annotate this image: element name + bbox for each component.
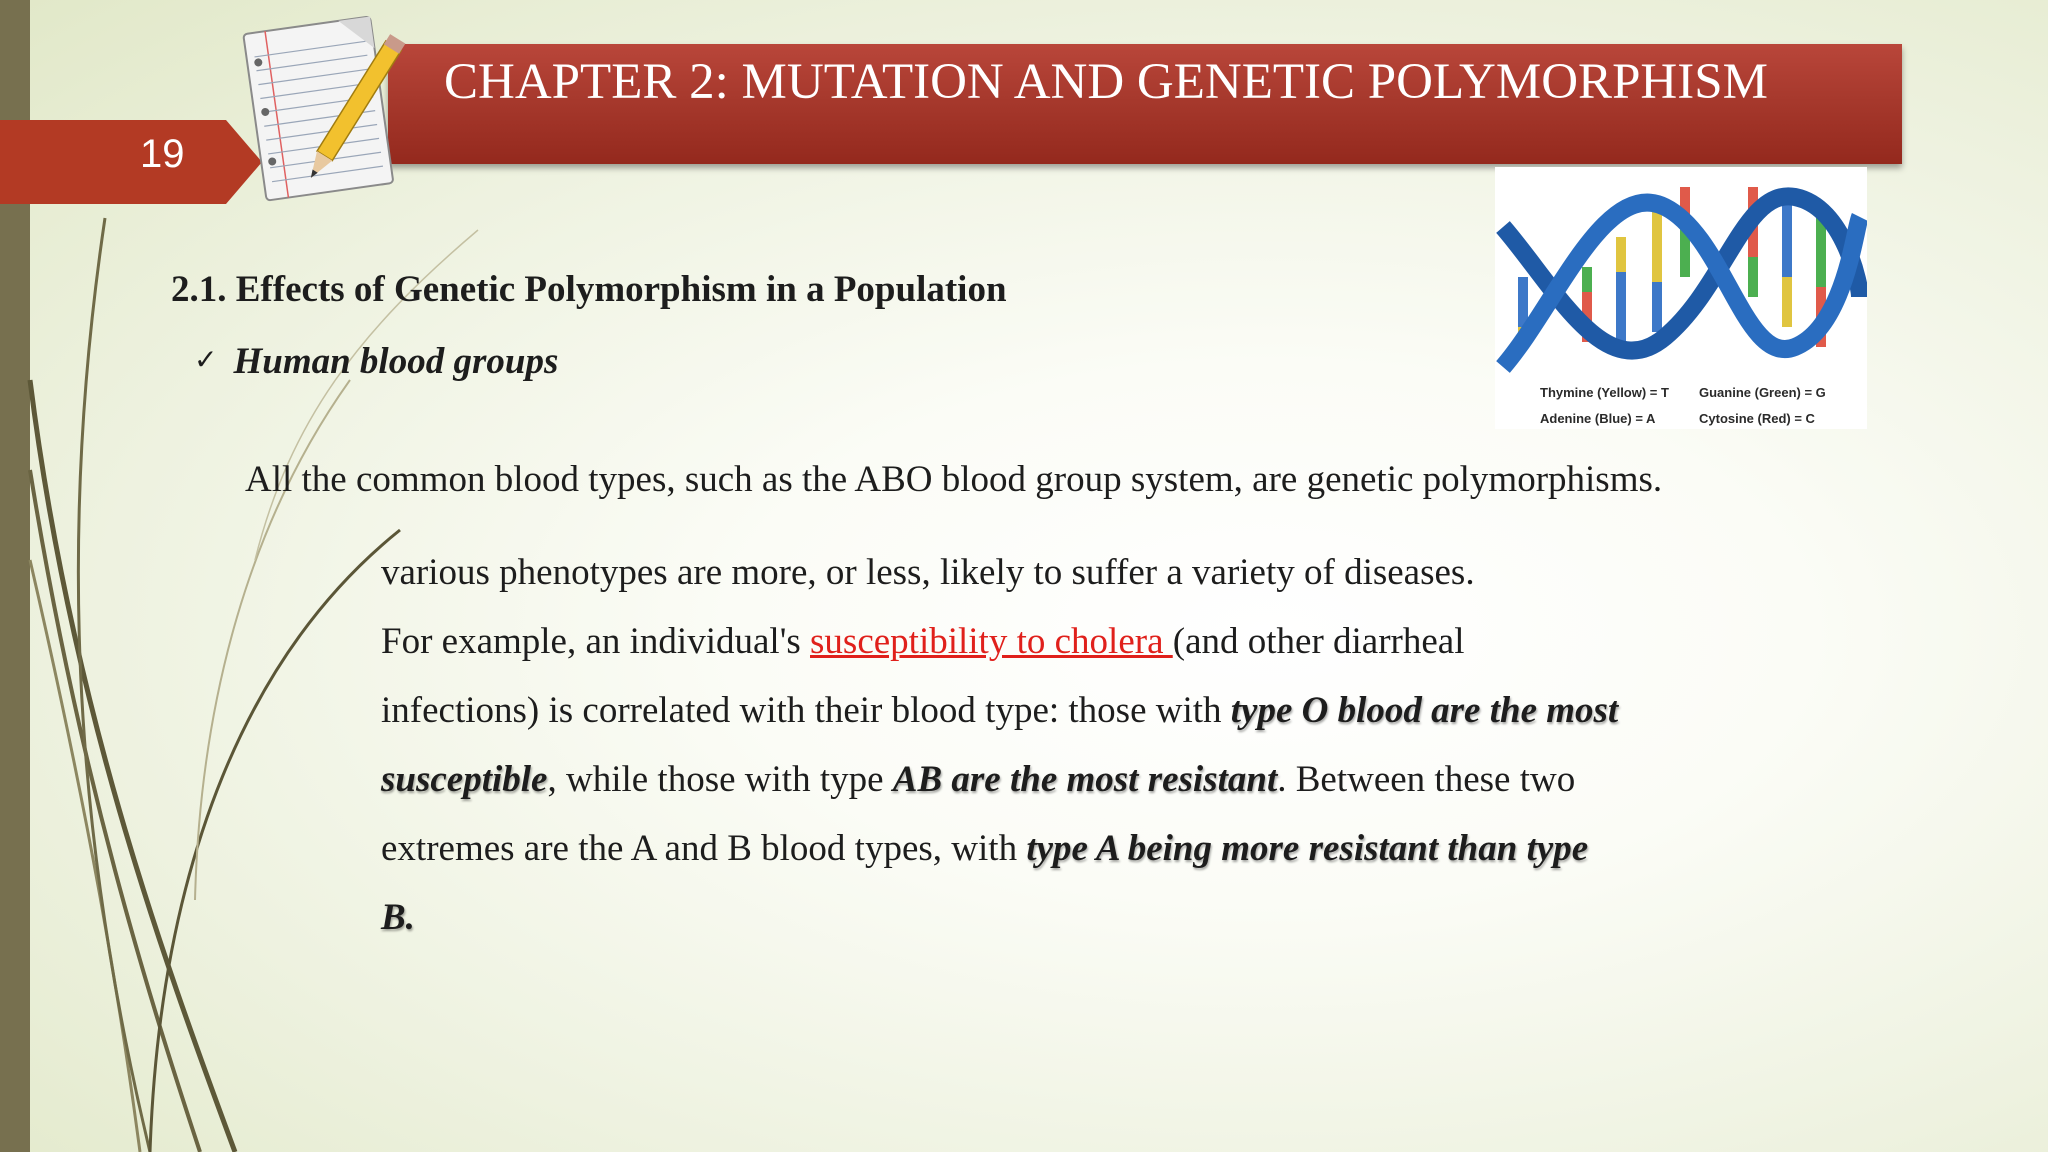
slide-title: CHAPTER 2: MUTATION AND GENETIC POLYMORPHISM — [444, 54, 1768, 110]
paragraph-line — [381, 680, 1701, 749]
slide-number: 19 — [140, 132, 185, 176]
bullet-label: Human blood groups — [233, 341, 559, 382]
emphasis-text: susceptible — [381, 759, 548, 800]
emphasis-text: AB are the most resistant — [892, 759, 1278, 800]
notepad-pencil-icon — [232, 4, 412, 208]
legend-thymine: Thymine (Yellow) = T — [1540, 385, 1669, 400]
checkmark-icon: ✓ — [194, 343, 218, 376]
legend-cytosine: Cytosine (Red) = C — [1699, 411, 1815, 426]
legend-guanine: Guanine (Green) = G — [1699, 385, 1826, 400]
legend-adenine: Adenine (Blue) = A — [1540, 411, 1656, 426]
dna-figure — [1495, 167, 1867, 429]
title-bar — [388, 44, 1902, 164]
text-run: , while those with type — [547, 759, 893, 800]
paragraph-line — [381, 749, 1701, 818]
text-run: (and other diarrheal — [1172, 621, 1465, 662]
text-run: infections) is correlated with their blood type: those with — [381, 690, 1231, 731]
text-run: extremes are the A and B blood types, with — [381, 828, 1027, 869]
text-run: For example, an individual's — [381, 621, 811, 662]
text-run: . Between these two — [1277, 759, 1576, 800]
paragraph-line — [381, 542, 1701, 611]
paragraph-line — [381, 818, 1701, 887]
body-paragraph — [381, 542, 1701, 956]
paragraph-line — [381, 611, 1701, 680]
emphasis-text: type A being more resistant than type — [1026, 828, 1589, 869]
emphasis-text: B. — [381, 897, 415, 938]
emphasis-text: type O blood are the most — [1230, 690, 1619, 731]
intro-text: All the common blood types, such as the ABO blood group system, are genetic polymorphisms. — [245, 459, 1663, 500]
paragraph-line — [381, 887, 1701, 956]
section-heading: 2.1. Effects of Genetic Polymorphism in a Population — [171, 269, 1007, 310]
bullet-human-blood-groups — [194, 340, 558, 383]
cholera-link[interactable]: susceptibility to cholera — [810, 621, 1173, 662]
text-run: various phenotypes are more, or less, likely to suffer a variety of diseases. — [381, 552, 1475, 593]
